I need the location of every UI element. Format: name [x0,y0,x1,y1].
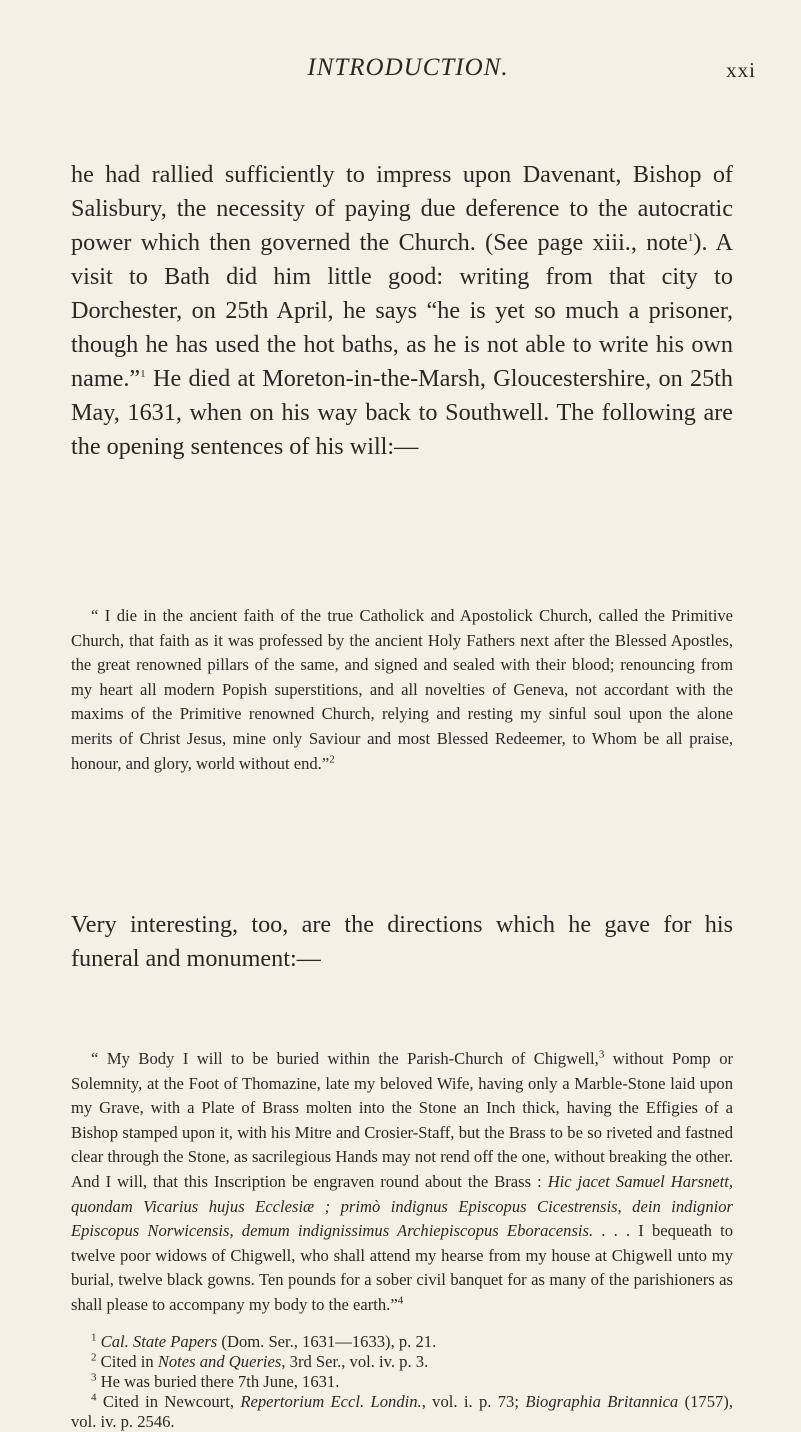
footnote-title: Cal. State Papers [100,1332,218,1351]
footnote-ref: 4 [397,1294,404,1307]
will-text: “ I die in the ancient faith of the true Catholick and Apostolick Church, called the Primitive Church, that faith as it was professed by the ancient Holy Fathers next after the Blessed Apostles, the great renowned pillars of the same, and signed and sealed with their blood; renouncing from my heart all modern Popish superstitions, and all novelties of Geneva, not accordant with the maxims of the Primitive renowned Church, relying and resting my sinful soul upon the alone merits of Christ Jesus, mine only Saviour and most Blessed Redeemer, to Whom be all praise, honour, and glory, world without end.” [71,606,733,773]
page-number: xxi [726,58,756,82]
footnote-text: Cited in [100,1352,158,1371]
footnote [71,1332,733,1352]
footnote-text: He was buried there 7th June, 1631. [100,1372,340,1391]
funeral-text-c: . . . I bequeath to twelve poor widows of Chigwell, who shall attend my hearse from my house at Chigwell unto my burial, twelve black gowns. Ten pounds for a sober civil banquet for as many of the parishioners as shall please to accompany my body to the earth.” [71,1221,733,1314]
opening-paragraph [71,158,733,464]
footnote-number: 3 [91,1371,97,1384]
inscription-text: Hic jacet Samuel Harsnett, quondam Vicarius hujus Ecclesiæ ; primò indignus Episcopus Cicestrensis, dein indignior Episcopus Norwicensis, demum indignissimus Archiepiscopus Eboracensis. [71,1171,733,1241]
funeral-quotation [71,1047,733,1318]
footnote [71,1372,733,1392]
footnote-text: (1757), vol. iv. p. 2546. [71,1392,733,1431]
footnote-number: 2 [91,1351,97,1364]
will-quotation [71,604,733,776]
footnotes [71,1332,733,1432]
footnote-number: 1 [91,1331,97,1344]
footnote-title: Notes and Queries [157,1352,282,1371]
funeral-text-a: “ My Body I will to be buried within the Parish-Church of Chigwell, [91,1049,599,1068]
footnote-title: Repertorium Eccl. Londin. [240,1392,422,1411]
footnote [71,1352,733,1372]
footnote-title: Biographia Britannica [525,1392,679,1411]
footnote-number: 4 [91,1391,97,1404]
footnote-ref: 3 [598,1048,605,1061]
running-head [60,54,756,90]
running-title: INTRODUCTION. [307,54,509,81]
footnote-text: , 3rd Ser., vol. iv. p. 3. [281,1352,429,1371]
funeral-intro: Very interesting, too, are the directions which he gave for his funeral and monument:— [71,911,733,972]
footnote-text: , vol. i. p. 73; [421,1392,526,1411]
para1-part-c: He died at Moreton-in-the-Marsh, Gloucestershire, on 25th May, 1631, when on his way back to Southwell. The following are the opening sentences of his will:— [71,365,733,460]
para1-part-b: ). A visit to Bath did him little good: writing from that city to Dorchester, on 25th April, he says “he is yet so much a prisoner, though he has used the hot baths, as he is not able to write his own name.” [71,229,734,392]
funeral-paragraph [71,908,733,976]
footnote-text: Cited in Newcourt, [102,1392,241,1411]
footnote-text: (Dom. Ser., 1631—1633), p. 21. [217,1332,437,1351]
footnote [71,1392,733,1432]
footnote-ref: 2 [329,753,335,766]
footnote-ref: 1 [140,367,146,380]
funeral-text-b: without Pomp or Solemnity, at the Foot of Thomazine, late my beloved Wife, having only a Marble-Stone laid upon my Grave, with a Plate of Brass molten into the Stone an Inch thick, having the Effigies of a Bishop stamped upon it, with his Mitre and Crosier-Staff, but the Brass to be so riveted and fastned clear through the Stone, as sacrilegious Hands may not rend off the one, without breaking the other. And I will, that this Inscription be engraven round about the Brass : [71,1049,734,1191]
para1-part-a: he had rallied sufficiently to impress upon Davenant, Bishop of Salisbury, the necessity of paying due deference to the autocratic power which then governed the Church. (See page xiii., note [71,161,733,256]
footnote-ref: 1 [687,231,694,244]
